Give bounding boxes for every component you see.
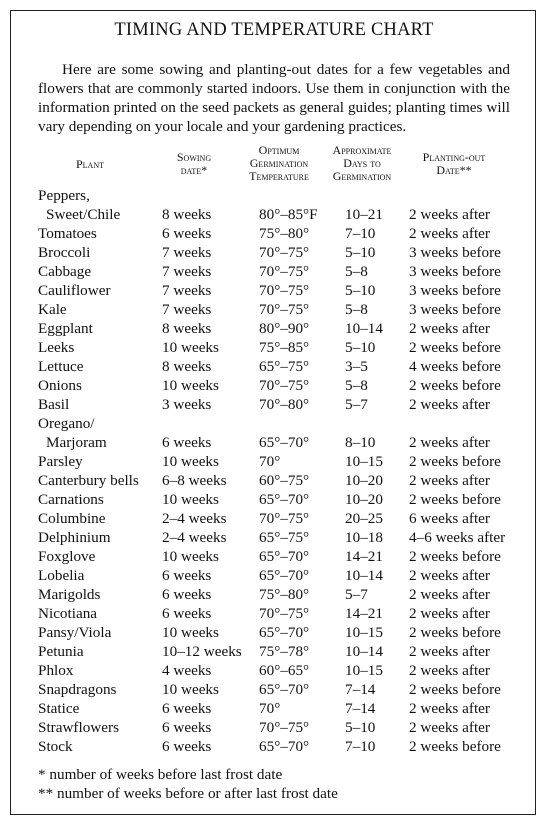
cell-sowing: 4 weeks xyxy=(162,662,212,679)
cell-temp: 75°–85° xyxy=(259,339,310,356)
cell-planting: 2 weeks before xyxy=(409,491,501,508)
cell-temp: 70° xyxy=(259,453,281,470)
footnote-sowing: * number of weeks before last frost date xyxy=(38,766,283,783)
cell-sowing: 10 weeks xyxy=(162,377,219,394)
cell-days: 5–7 xyxy=(345,586,368,603)
cell-temp: 75°–80° xyxy=(259,586,310,603)
cell-planting: 2 weeks after xyxy=(409,605,490,622)
cell-plant: Petunia xyxy=(38,643,84,660)
cell-plant: Cabbage xyxy=(38,263,92,280)
cell-temp: 60°–75° xyxy=(259,472,310,489)
cell-plant: Stock xyxy=(38,738,73,755)
cell-sowing: 10 weeks xyxy=(162,624,219,641)
cell-temp: 70°–75° xyxy=(259,301,310,318)
cell-planting: 2 weeks after xyxy=(409,643,490,660)
cell-temp: 70°–75° xyxy=(259,719,310,736)
cell-temp: 70°–75° xyxy=(259,244,310,261)
cell-planting: 3 weeks before xyxy=(409,244,501,261)
cell-plant: Phlox xyxy=(38,662,74,679)
cell-planting: 2 weeks before xyxy=(409,624,501,641)
cell-plant: Marigolds xyxy=(38,586,101,603)
header-planting-out-date: Planting-out Date** xyxy=(422,150,486,177)
cell-plant: Snapdragons xyxy=(38,681,117,698)
cell-plant: Lettuce xyxy=(38,358,84,375)
cell-plant: Cauliflower xyxy=(38,282,111,299)
page-title: TIMING AND TEMPERATURE CHART xyxy=(114,20,434,40)
cell-planting: 2 weeks after xyxy=(409,225,490,242)
cell-planting: 4 weeks before xyxy=(409,358,501,375)
cell-days: 10–20 xyxy=(345,472,383,489)
cell-plant: Broccoli xyxy=(38,244,91,261)
cell-temp: 65°–70° xyxy=(259,548,310,565)
footnote-planting: ** number of weeks before or after last frost date xyxy=(38,785,338,802)
cell-planting: 2 weeks after xyxy=(409,206,490,223)
cell-days: 7–10 xyxy=(345,738,376,755)
footnotes xyxy=(38,765,338,803)
cell-planting: 3 weeks before xyxy=(409,263,501,280)
cell-planting: 3 weeks before xyxy=(409,301,501,318)
cell-days: 5–8 xyxy=(345,263,368,280)
cell-planting: 2 weeks after xyxy=(409,586,490,603)
cell-plant: Peppers, xyxy=(38,187,90,204)
cell-plant: Columbine xyxy=(38,510,106,527)
cell-days: 14–21 xyxy=(345,548,383,565)
cell-temp: 75°–80° xyxy=(259,225,310,242)
cell-plant: Delphinium xyxy=(38,529,111,546)
cell-days: 10–14 xyxy=(345,643,383,660)
cell-temp: 70°–80° xyxy=(259,396,310,413)
cell-planting: 2 weeks before xyxy=(409,453,501,470)
cell-planting: 2 weeks after xyxy=(409,320,490,337)
cell-sowing: 6 weeks xyxy=(162,225,212,242)
cell-planting: 2 weeks before xyxy=(409,738,501,755)
cell-sowing: 6–8 weeks xyxy=(162,472,227,489)
cell-days: 5–10 xyxy=(345,244,376,261)
cell-days: 10–15 xyxy=(345,624,383,641)
cell-sowing: 8 weeks xyxy=(162,320,212,337)
cell-plant: Pansy/Viola xyxy=(38,624,112,641)
cell-days: 5–7 xyxy=(345,396,368,413)
cell-plant: Foxglove xyxy=(38,548,96,565)
cell-plant: Carnations xyxy=(38,491,104,508)
cell-sowing: 10 weeks xyxy=(162,453,219,470)
cell-sowing: 10 weeks xyxy=(162,339,219,356)
cell-plant: Kale xyxy=(38,301,67,318)
cell-temp: 70° xyxy=(259,700,281,717)
cell-planting: 2 weeks after xyxy=(409,396,490,413)
cell-planting: 2 weeks after xyxy=(409,567,490,584)
cell-sowing: 10 weeks xyxy=(162,548,219,565)
cell-sowing: 7 weeks xyxy=(162,244,212,261)
cell-days: 7–14 xyxy=(345,700,376,717)
cell-days: 3–5 xyxy=(345,358,368,375)
cell-temp: 70°–75° xyxy=(259,377,310,394)
cell-planting: 2 weeks after xyxy=(409,434,490,451)
cell-planting: 2 weeks after xyxy=(409,719,490,736)
cell-sowing: 8 weeks xyxy=(162,206,212,223)
header-days-to-germination: Approximate Days to Germination xyxy=(332,143,392,183)
cell-temp: 75°–78° xyxy=(259,643,310,660)
cell-temp: 65°–70° xyxy=(259,624,310,641)
cell-planting: 2 weeks before xyxy=(409,377,501,394)
cell-days: 20–25 xyxy=(345,510,383,527)
cell-temp: 65°–70° xyxy=(259,738,310,755)
cell-sowing: 2–4 weeks xyxy=(162,510,227,527)
cell-plant: Statice xyxy=(38,700,80,717)
cell-temp: 65°–70° xyxy=(259,567,310,584)
cell-plant: Canterbury bells xyxy=(38,472,139,489)
cell-days: 14–21 xyxy=(345,605,383,622)
cell-sowing: 6 weeks xyxy=(162,738,212,755)
cell-temp: 70°–75° xyxy=(259,263,310,280)
cell-sowing: 10 weeks xyxy=(162,491,219,508)
header-sowing-date: Sowing date* xyxy=(176,150,212,177)
cell-plant: Parsley xyxy=(38,453,83,470)
cell-temp: 80°–85°F xyxy=(259,206,318,223)
cell-planting: 2 weeks after xyxy=(409,662,490,679)
cell-temp: 65°–70° xyxy=(259,681,310,698)
cell-sowing: 7 weeks xyxy=(162,263,212,280)
cell-days: 5–8 xyxy=(345,377,368,394)
cell-planting: 2 weeks before xyxy=(409,548,501,565)
cell-days: 10–18 xyxy=(345,529,383,546)
cell-sowing: 6 weeks xyxy=(162,567,212,584)
cell-plant: Oregano/ xyxy=(38,415,95,432)
cell-days: 10–21 xyxy=(345,206,383,223)
cell-plant: Eggplant xyxy=(38,320,93,337)
cell-sowing: 3 weeks xyxy=(162,396,212,413)
cell-temp: 60°–65° xyxy=(259,662,310,679)
cell-planting: 2 weeks after xyxy=(409,700,490,717)
cell-temp: 70°–75° xyxy=(259,282,310,299)
cell-days: 5–10 xyxy=(345,339,376,356)
cell-sowing: 10–12 weeks xyxy=(162,643,242,660)
cell-planting: 2 weeks before xyxy=(409,339,501,356)
cell-days: 10–14 xyxy=(345,567,383,584)
cell-sowing: 6 weeks xyxy=(162,586,212,603)
cell-temp: 65°–75° xyxy=(259,358,310,375)
cell-plant: Onions xyxy=(38,377,82,394)
cell-plant: Nicotiana xyxy=(38,605,98,622)
cell-plant: Tomatoes xyxy=(38,225,97,242)
cell-plant: Marjoram xyxy=(46,434,107,451)
cell-days: 10–20 xyxy=(345,491,383,508)
cell-plant: Sweet/Chile xyxy=(46,206,121,223)
cell-sowing: 8 weeks xyxy=(162,358,212,375)
cell-days: 5–8 xyxy=(345,301,368,318)
cell-plant: Strawflowers xyxy=(38,719,119,736)
cell-planting: 2 weeks before xyxy=(409,681,501,698)
cell-temp: 65°–70° xyxy=(259,491,310,508)
cell-sowing: 2–4 weeks xyxy=(162,529,227,546)
cell-temp: 65°–70° xyxy=(259,434,310,451)
cell-temp: 65°–75° xyxy=(259,529,310,546)
cell-days: 10–15 xyxy=(345,662,383,679)
cell-sowing: 6 weeks xyxy=(162,434,212,451)
cell-plant: Basil xyxy=(38,396,70,413)
cell-days: 7–10 xyxy=(345,225,376,242)
cell-days: 5–10 xyxy=(345,719,376,736)
cell-sowing: 6 weeks xyxy=(162,605,212,622)
cell-sowing: 10 weeks xyxy=(162,681,219,698)
cell-days: 5–10 xyxy=(345,282,376,299)
cell-sowing: 7 weeks xyxy=(162,282,212,299)
cell-sowing: 6 weeks xyxy=(162,700,212,717)
cell-days: 10–15 xyxy=(345,453,383,470)
cell-planting: 2 weeks after xyxy=(409,472,490,489)
cell-plant: Lobelia xyxy=(38,567,85,584)
cell-temp: 70°–75° xyxy=(259,605,310,622)
header-germination-temperature: Optimum Germination Temperature xyxy=(249,143,309,183)
cell-plant: Leeks xyxy=(38,339,75,356)
cell-sowing: 7 weeks xyxy=(162,301,212,318)
cell-days: 10–14 xyxy=(345,320,383,337)
cell-sowing: 6 weeks xyxy=(162,719,212,736)
cell-days: 8–10 xyxy=(345,434,376,451)
cell-planting: 3 weeks before xyxy=(409,282,501,299)
header-plant: Plant xyxy=(75,157,104,171)
cell-planting: 6 weeks after xyxy=(409,510,490,527)
cell-temp: 70°–75° xyxy=(259,510,310,527)
cell-planting: 4–6 weeks after xyxy=(409,529,506,546)
intro-paragraph: Here are some sowing and planting-out dates for a few vegetables and flowers that are commonly started indoors. Use them in conjunction with the information printed on the seed packets as general guides; planting times will vary depending on your locale and your gardening practices. xyxy=(38,61,510,135)
cell-days: 7–14 xyxy=(345,681,376,698)
cell-temp: 80°–90° xyxy=(259,320,310,337)
